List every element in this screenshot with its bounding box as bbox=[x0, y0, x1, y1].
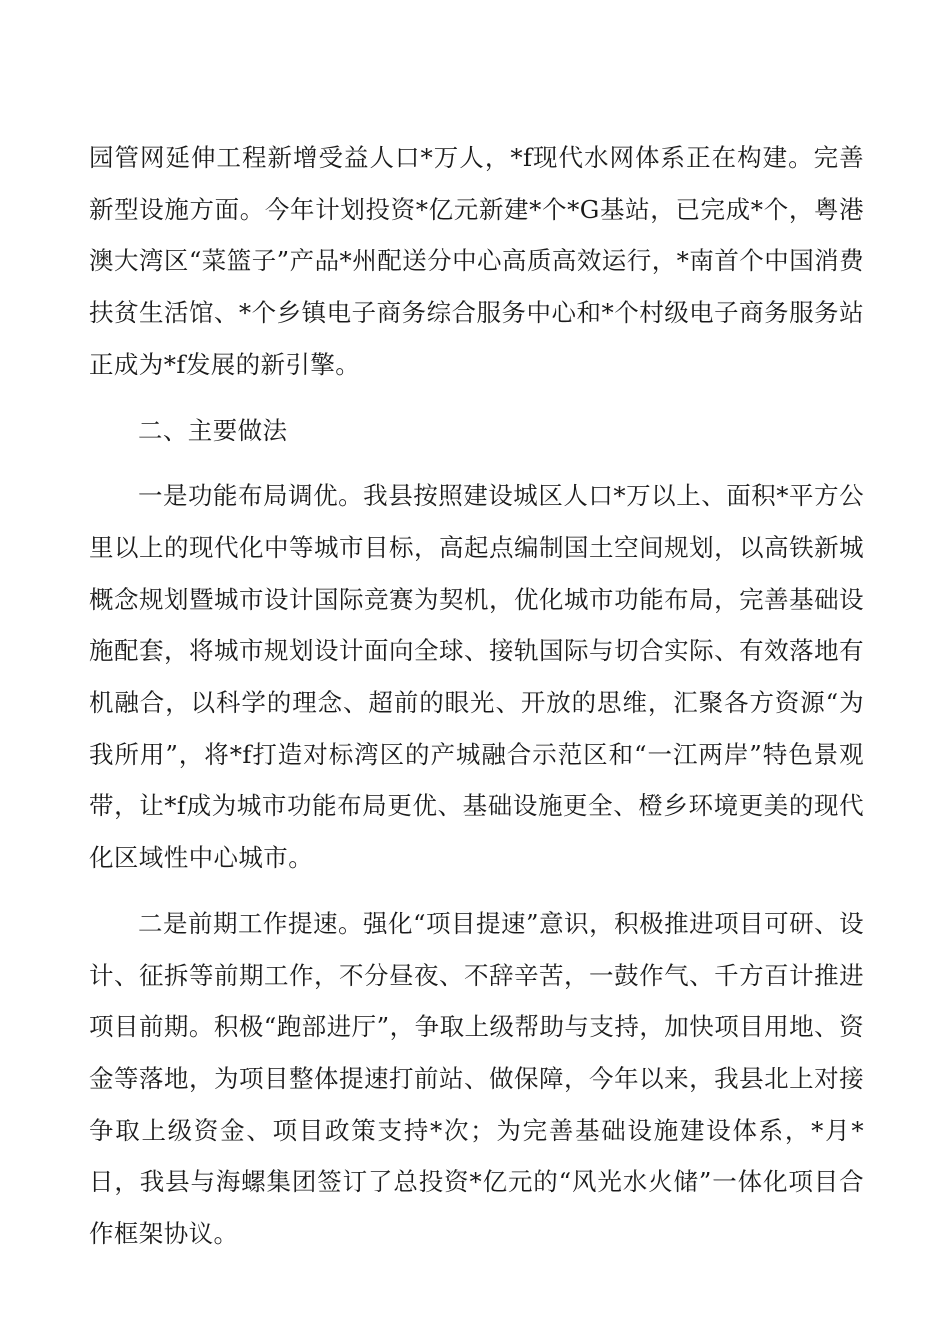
document-body bbox=[89, 132, 864, 1260]
section-heading: 二、主要做法 bbox=[138, 415, 288, 445]
paragraph-preliminary-work: 二是前期工作提速。强化“项目提速”意识，积极推进项目可研、设计、征拆等前期工作，不分昼夜、不辞辛苦，一鼓作气、千方百计推进项目前期。积极“跑部进厅”，争取上级帮助与支持，加快项目用地、资金等落地，为项目整体提速打前站、做保障，今年以来，我县北上对接争取上级资金、项目政策支持*次；为完善基础设施建设体系，*月*日，我县与海螺集团签订了总投资*亿元的“风光水火储”一体化项目合作框架协议。 bbox=[89, 908, 864, 1249]
paragraph-layout-optimization: 一是功能布局调优。我县按照建设城区人口*万以上、面积*平方公里以上的现代化中等城市目标，高起点编制国土空间规划，以高铁新城概念规划暨城市设计国际竞赛为契机，优化城市功能布局，完善基础设施配套，将城市规划设计面向全球、接轨国际与切合实际、有效落地有机融合，以科学的理念、超前的眼光、开放的思维，汇聚各方资源“为我所用”，将*f打造对标湾区的产城融合示范区和“一江两岸”特色景观带，让*f成为城市功能布局更优、基础设施更全、橙乡环境更美的现代化区域性中心城市。 bbox=[89, 481, 864, 873]
paragraph-continuation: 园管网延伸工程新增受益人口*万人，*f现代水网体系正在构建。完善新型设施方面。今年计划投资*亿元新建*个*G基站，已完成*个，粤港澳大湾区“菜篮子”产品*州配送分中心高质高效运行，*南首个中国消费扶贫生活馆、*个乡镇电子商务综合服务中心和*个村级电子商务服务站正成为*f发展的新引擎。 bbox=[89, 143, 864, 379]
